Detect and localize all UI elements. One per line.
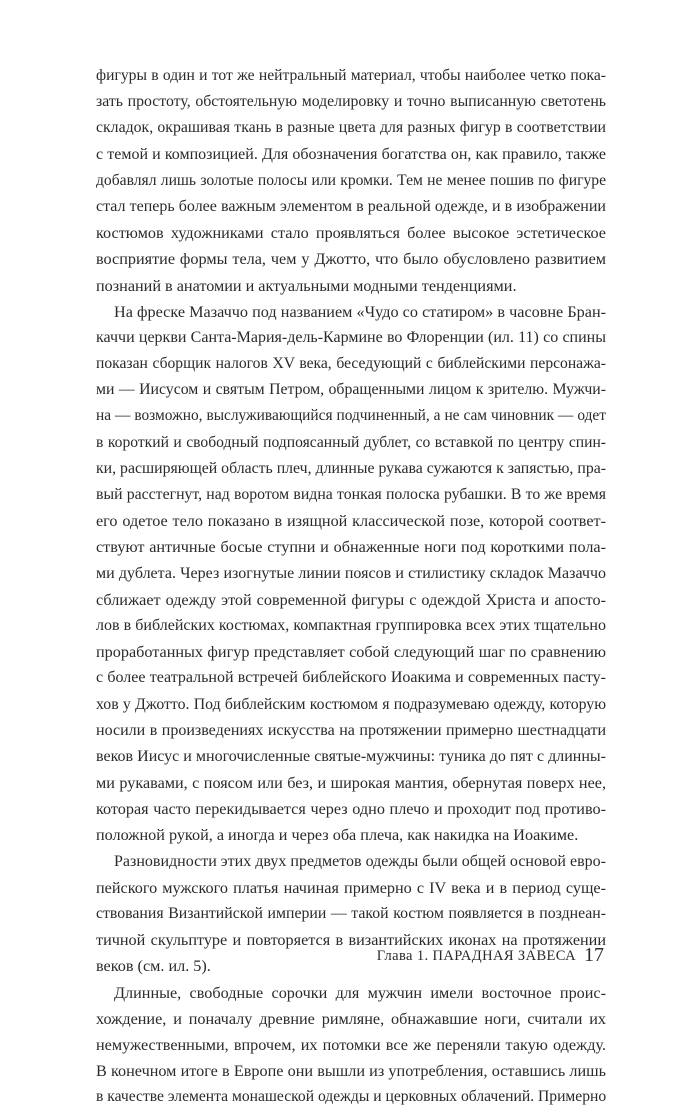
text-line: каччи церкви Санта-Мария-дель-Кармине во Флоренции (ил. 11) со спины xyxy=(96,328,606,346)
text-line: в короткий и свободный подпоясанный дублет, со вставкой по центру спин- xyxy=(96,433,606,451)
text-line: стал теперь более важным элементом в реальной одежде, и в изображении xyxy=(96,197,606,215)
text-line: с темой и композицией. Для обозначения богатства он, как правило, также xyxy=(96,145,606,163)
text-line: лов в библейских костюмах, компактная группировка всех этих тщательно xyxy=(96,616,606,634)
text-line: которая часто перекидывается через одно плечо и проходит под противо- xyxy=(96,800,606,819)
text-line: хождение, и поначалу древние римляне, обнажавшие ноги, считали их xyxy=(96,1009,606,1028)
text-line: зать простоту, обстоятельную моделировку и точно выписанную светотень xyxy=(96,93,606,111)
chapter-title: Глава 1. ПАРАДНАЯ ЗАВЕСА xyxy=(376,948,576,964)
text-line: носили в произведениях искусства на протяжении примерно шестнадцати xyxy=(96,721,606,739)
text-line: познаний в анатомии и актуальными модными тенденциями. xyxy=(96,276,517,295)
text-line: ствования Византийской империи — такой костюм появляется в позднеан- xyxy=(96,905,606,922)
text-line: фигуры в один и тот же нейтральный материал, чтобы наиболее четко пока- xyxy=(96,67,606,84)
text-line: ми дублета. Через изогнутые линии поясов и стилистику складок Мазаччо xyxy=(96,564,606,582)
page-number: 17 xyxy=(584,944,604,966)
text-line: немужественными, впрочем, их потомки все же переняли такую одежду. xyxy=(96,1035,606,1054)
text-line: восприятие формы тела, чем у Джотто, что было обусловлено развитием xyxy=(96,250,606,269)
text-line: на — возможно, выслуживающийся подчиненный, а не сам чиновник — одет xyxy=(96,407,606,425)
text-line: добавлял лишь золотые полосы или кромки. Тем не менее пошив по фигуре xyxy=(96,171,606,189)
text-line: пейского мужского платья начиная примерно с IV века и в период суще- xyxy=(96,878,606,897)
text-line: тичной скульптуре и повторяется в византийских иконах на протяжении xyxy=(96,931,606,950)
text-line: в качестве элемента монашеской одежды и церковных облачений. Примерно xyxy=(96,1088,607,1106)
text-line: ки, расширяющей область плеч, длинные рукава сужаются к запястью, пра- xyxy=(96,459,606,477)
text-line: веков (см. ил. 5). xyxy=(96,957,211,976)
text-line: положной рукой, а иногда и через оба плеча, как накидка на Иоакиме. xyxy=(96,826,579,845)
text-line: ствуют античные босые ступни и обнаженные ноги под короткими пола- xyxy=(96,538,606,557)
text-line: вый расстегнут, над воротом видна тонкая полоска рубашки. В то же время xyxy=(96,486,606,503)
text-line: ми рукавами, с поясом или без, и широкая мантия, обернутая поверх нее, xyxy=(96,774,606,793)
text-line: показан сборщик налогов XV века, беседующий с библейскими персонажа- xyxy=(96,355,606,373)
text-line: На фреске Мазаччо под названием «Чудо со статиром» в часовне Бран- xyxy=(114,302,606,321)
text-line: проработанных фигур представляет собой следующий шаг по сравнению xyxy=(96,643,606,662)
text-line: Разновидности этих двух предметов одежды были общей основой евро- xyxy=(114,852,606,870)
text-line: сближает одежду этой современной фигуры с одеждой Христа и апосто- xyxy=(96,590,606,609)
text-line: веков Иисус и многочисленные святые-мужчины: туника до пят с длинны- xyxy=(96,747,606,765)
text-line: с более театральной встречей библейского Иоакима и современных пасту- xyxy=(96,669,606,687)
running-footer xyxy=(377,944,604,967)
text-line: хов у Джотто. Под библейским костюмом я подразумеваю одежду, которую xyxy=(96,695,606,713)
text-line: костюмов художниками стало проявляться более высокое эстетическое xyxy=(96,224,606,243)
text-line: В конечном итоге в Европе они вышли из употребления, оставшись лишь xyxy=(96,1062,606,1081)
text-line: ми — Иисусом и святым Петром, обращенными лицом к зрителю. Мужчи- xyxy=(96,381,606,399)
text-line: складок, окрашивая ткань в разные цвета для разных фигур в соответствии xyxy=(96,119,606,137)
text-line: его одетое тело показано в изящной классической позе, которой соответ- xyxy=(96,512,606,531)
text-line: Длинные, свободные сорочки для мужчин имели восточное проис- xyxy=(114,983,606,1002)
